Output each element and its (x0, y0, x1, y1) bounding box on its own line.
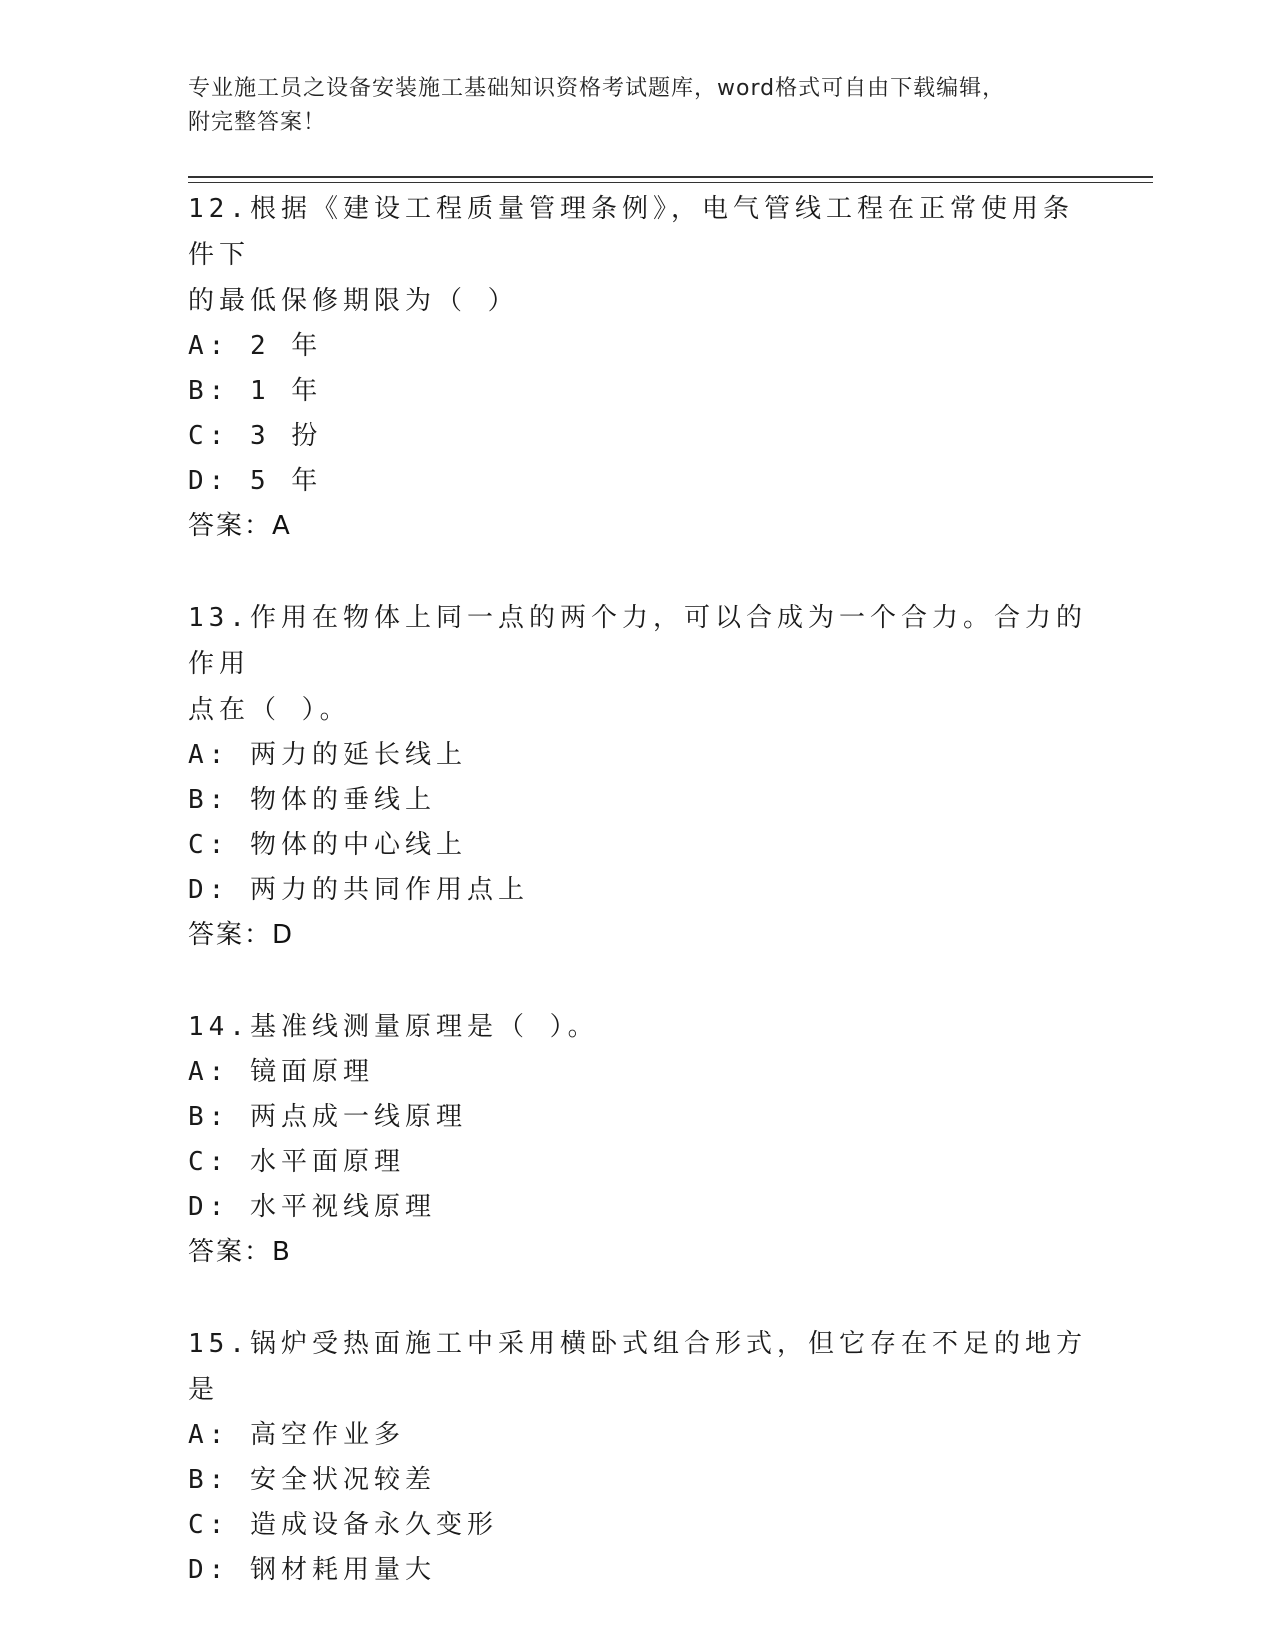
question-spacer (188, 549, 1088, 595)
question-spacer (188, 958, 1088, 1004)
question-stem-continued: 点在（ ）。 (188, 695, 351, 725)
document-header (188, 72, 1088, 140)
header-line-1: 专业施工员之设备安装施工基础知识资格考试题库，word格式可自由下载编辑， (188, 76, 1006, 101)
option-d: D: 5 年 (188, 466, 323, 496)
option-b: B: 物体的垂线上 (188, 785, 436, 815)
question-14 (188, 1004, 1088, 1275)
question-stem: 13.作用在物体上同一点的两个力，可以合成为一个合力。合力的作用 (188, 603, 1087, 679)
answer-line: 答案：B (188, 1237, 292, 1267)
answer-line: 答案：D (188, 920, 295, 950)
question-stem: 14.基准线测量原理是（ ）。 (188, 1012, 599, 1042)
option-a: A: 两力的延长线上 (188, 740, 467, 770)
option-c: C: 3 扮 (188, 421, 323, 451)
question-13 (188, 595, 1088, 958)
option-c: C: 造成设备永久变形 (188, 1510, 498, 1540)
option-d: D: 两力的共同作用点上 (188, 875, 529, 905)
option-d: D: 水平视线原理 (188, 1192, 436, 1222)
option-a: A: 高空作业多 (188, 1420, 405, 1450)
option-b: B: 两点成一线原理 (188, 1102, 467, 1132)
question-12 (188, 186, 1088, 549)
option-a: A: 镜面原理 (188, 1057, 374, 1087)
option-d: D: 钢材耗用量大 (188, 1555, 436, 1585)
question-stem: 15.锅炉受热面施工中采用横卧式组合形式，但它存在不足的地方是 (188, 1329, 1087, 1405)
question-stem-continued: 的最低保修期限为（ ） (188, 286, 519, 316)
question-stem: 12.根据《建设工程质量管理条例》，电气管线工程在正常使用条件下 (188, 194, 1074, 270)
option-c: C: 水平面原理 (188, 1147, 405, 1177)
header-divider-thin (188, 182, 1153, 183)
question-spacer (188, 1275, 1088, 1321)
header-line-2: 附完整答案！ (188, 110, 327, 135)
option-a: A: 2 年 (188, 331, 323, 361)
option-b: B: 安全状况较差 (188, 1465, 436, 1495)
option-b: B: 1 年 (188, 376, 323, 406)
question-15 (188, 1321, 1088, 1593)
answer-line: 答案：A (188, 511, 292, 541)
option-c: C: 物体的中心线上 (188, 830, 467, 860)
question-list (188, 186, 1088, 1593)
header-divider-thick (188, 176, 1153, 178)
